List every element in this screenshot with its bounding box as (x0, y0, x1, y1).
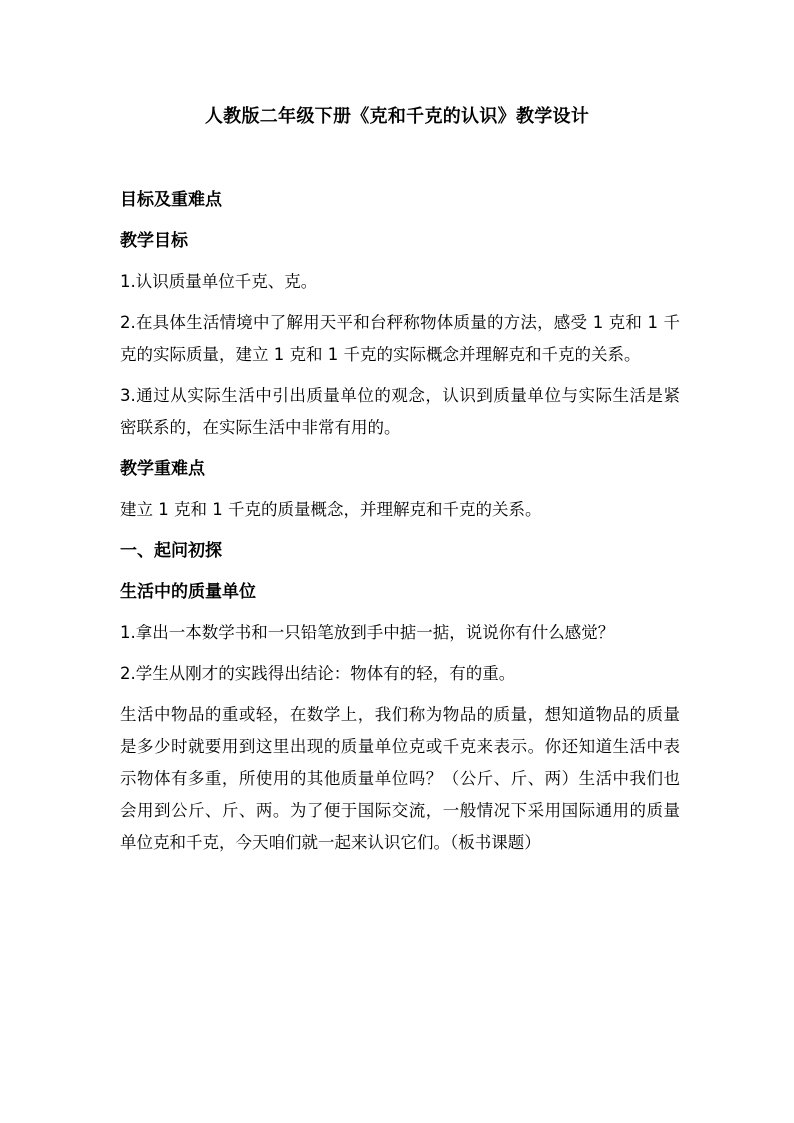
section-heading-targets: 目标及重难点 (120, 190, 222, 210)
section-heading-one: 一、起问初探 (120, 541, 222, 561)
heading-teaching-goals: 教学目标 (120, 231, 188, 251)
goal-item-3: 3.通过从实际生活中引出质量单位的观念，认识到质量单位与实际生活是紧密联系的，在实际生活中非常有用的。 (120, 386, 680, 437)
document-title: 人教版二年级下册《克和千克的认识》教学设计 (204, 106, 590, 127)
heading-key-points: 教学重难点 (120, 459, 205, 479)
heading-life-units: 生活中的质量单位 (120, 582, 256, 602)
goal-item-1: 1.认识质量单位千克、克。 (120, 272, 318, 291)
activity-step-2: 2.学生从刚才的实践得出结论：物体有的轻，有的重。 (120, 664, 516, 683)
document-body (120, 184, 680, 868)
body-paragraph: 生活中物品的重或轻，在数学上，我们称为物品的质量，想知道物品的质量是多少时就要用到这里出现的质量单位克或千克来表示。你还知道生活中表示物体有多重，所使用的其他质量单位吗？（公斤、斤、两）生活中我们也会用到公斤、斤、两。为了便于国际交流，一般情况下采用国际通用的质量单位克和千克，今天咱们就一起来认识它们。（板书课题） (120, 705, 680, 852)
goal-item-2: 2.在具体生活情境中了解用天平和台秤称物体质量的方法，感受 1 克和 1 千克的实际质量，建立 1 克和 1 千克的实际概念并理解克和千克的关系。 (120, 313, 680, 364)
key-points-text: 建立 1 克和 1 千克的质量概念，并理解克和千克的关系。 (120, 500, 542, 519)
activity-step-1: 1.拿出一本数学书和一只铅笔放到手中掂一掂，说说你有什么感觉？ (120, 623, 615, 642)
